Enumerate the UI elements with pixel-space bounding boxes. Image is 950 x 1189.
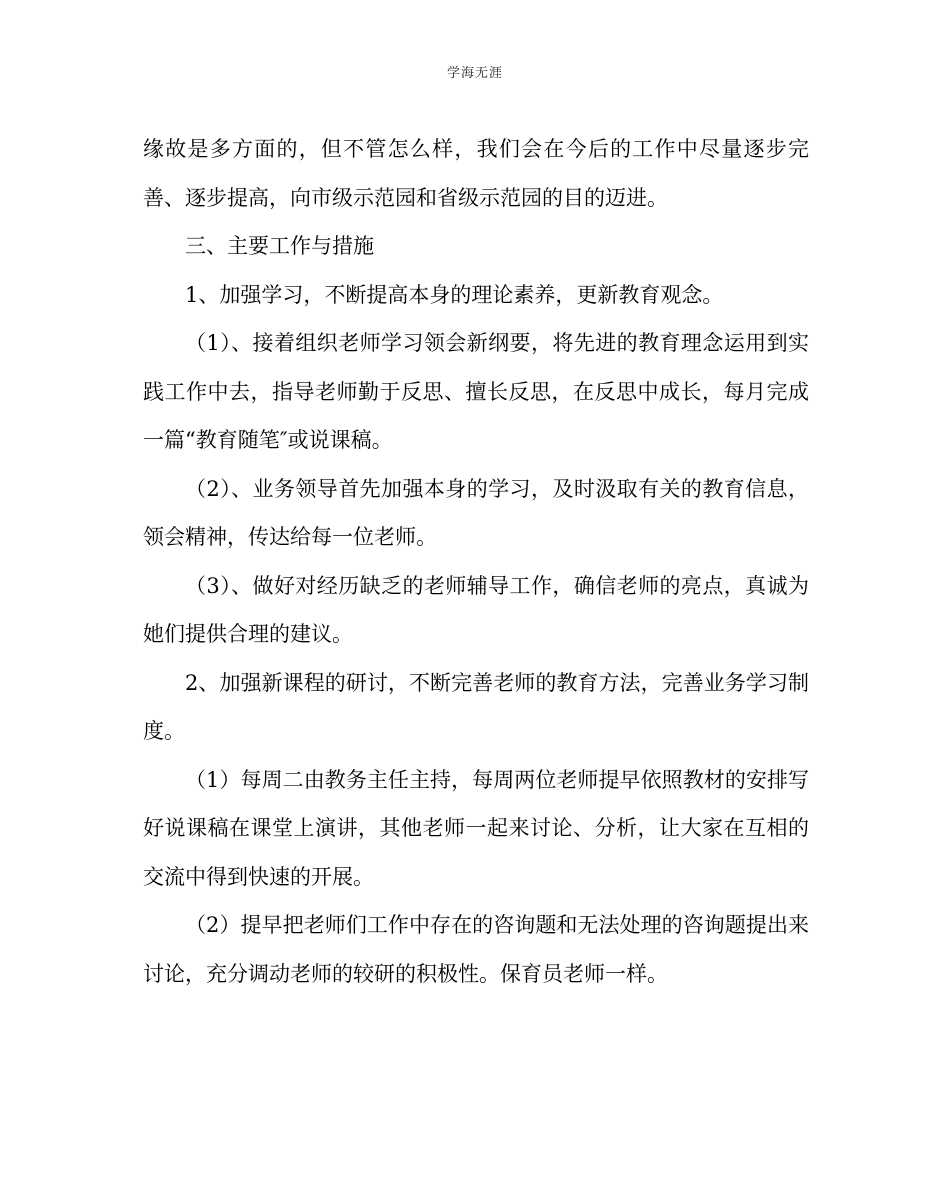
- page-header: 学海无涯: [446, 66, 503, 81]
- paragraph: （1）、接着组织老师学习领会新纲要，将先进的教育理念运用到实践工作中去，指导老师勤于反思、擅长反思，在反思中成长，每月完成一篇“教育随笔″或说课稿。: [143, 331, 809, 452]
- paragraph: 1、加强学习，不断提高本身的理论素养，更新教育观念。: [185, 282, 724, 307]
- paragraph: （3）、做好对经历缺乏的老师辅导工作，确信老师的亮点，真诚为她们提供合理的建议。: [143, 573, 809, 646]
- paragraph: 2、加强新课程的研讨，不断完善老师的教育方法，完善业务学习制度。: [143, 670, 809, 743]
- paragraph: （2）提早把老师们工作中存在的咨询题和无法处理的咨询题提出来讨论，充分调动老师的较研的积极性。保育员老师一样。: [143, 913, 809, 986]
- section-heading: 三、主要工作与措施: [185, 234, 374, 258]
- paragraph: （1）每周二由教务主任主持，每周两位老师提早依照教材的安排写好说课稿在课堂上演讲，其他老师一起来讨论、分析，让大家在互相的交流中得到快速的开展。: [143, 767, 809, 889]
- paragraph-continuation: 缘故是多方面的，但不管怎么样，我们会在今后的工作中尽量逐步完善、逐步提高，向市级示范园和省级示范园的目的迈进。: [143, 137, 809, 210]
- paragraph: （2）、业务领导首先加强本身的学习，及时汲取有关的教育信息，领会精神，传达给每一位老师。: [143, 476, 809, 549]
- document-body: [143, 125, 809, 998]
